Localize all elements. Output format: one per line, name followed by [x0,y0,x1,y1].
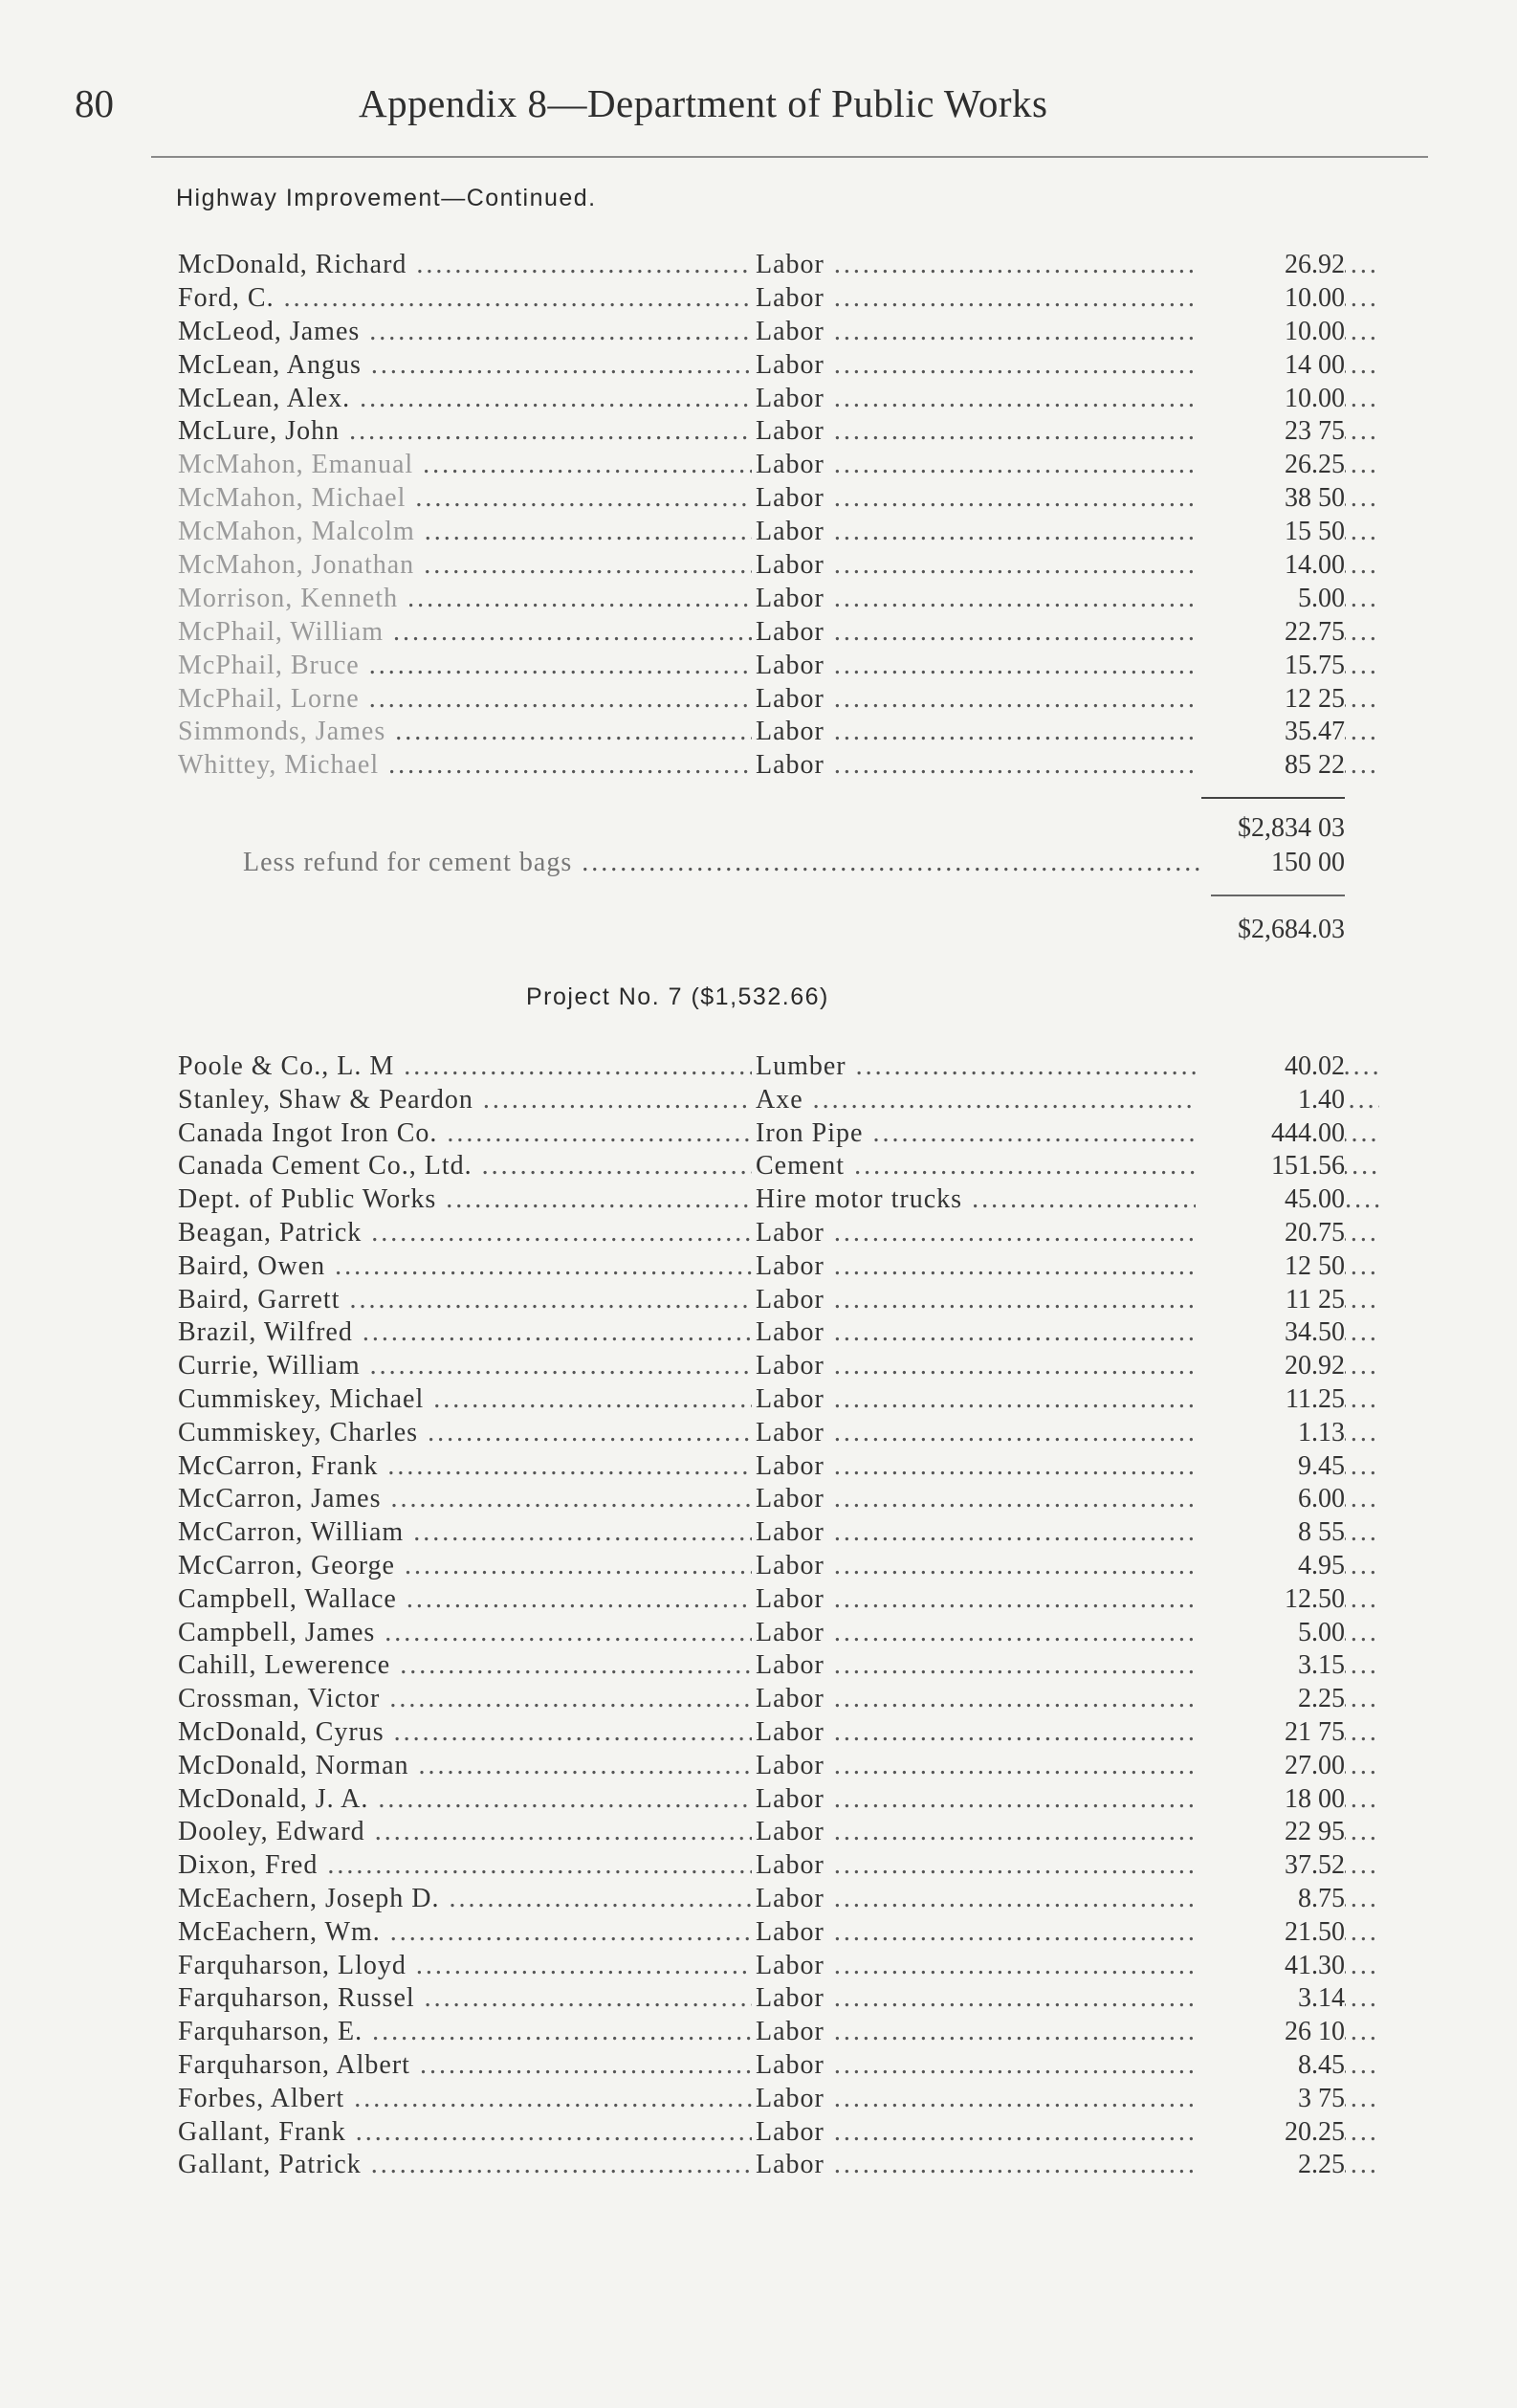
payee-name: McDonald, J. A. ..... [178,1783,752,1817]
payee-name: Dept. of Public Works ..... [178,1183,752,1217]
expense-item: Labor ..... [756,1550,1379,1583]
expense-item: Hire motor trucks ..... [756,1183,1379,1217]
ledger-row [178,2049,1345,2083]
section-title: Highway Improvement—Continued. [176,185,597,211]
ledger-row [178,415,1345,449]
ledger-row [178,1916,1345,1950]
expense-item: Labor ..... [756,316,1379,349]
expense-item: Labor ..... [756,1716,1379,1750]
net-total-amount: $2,684.03 [1238,915,1345,944]
expense-item: Labor ..... [756,482,1379,516]
payee-name: Crossman, Victor ..... [178,1683,752,1716]
amount: 22.75 [1196,616,1345,650]
amount: 3.14 [1196,1982,1345,2016]
expense-item: Labor ..... [756,449,1379,482]
amount: 9.45 [1196,1450,1345,1484]
payee-name: McEachern, Joseph D. ..... [178,1883,752,1916]
ledger-row [178,1883,1345,1916]
payee-name: Cummiskey, Michael ..... [178,1383,752,1417]
highway-ledger [178,249,1345,783]
expense-item: Labor ..... [756,1217,1379,1250]
expense-item: Labor ..... [756,1783,1379,1817]
expense-item: Labor ..... [756,1683,1379,1716]
ledger-row [178,1849,1345,1883]
ledger-row [178,1084,1345,1117]
expense-item: Labor ..... [756,2016,1379,2049]
subtotal-amount: $2,834 03 [1238,813,1345,843]
payee-name: McPhail, Bruce ..... [178,650,752,683]
expense-item: Labor ..... [756,415,1379,449]
ledger-row [178,716,1345,749]
amount: 2.25 [1196,2149,1345,2182]
payee-name: Dixon, Fred ..... [178,1849,752,1883]
amount: 37.52 [1196,1849,1345,1883]
amount: 20.92 [1196,1350,1345,1383]
payee-name: Stanley, Shaw & Peardon ..... [178,1084,752,1117]
ledger-row [178,349,1345,383]
payee-name: McLean, Alex. ..... [178,383,752,416]
expense-item: Labor ..... [756,516,1379,549]
ledger-row [178,1750,1345,1783]
amount: 3.15 [1196,1649,1345,1683]
ledger-row [178,316,1345,349]
refund-amount: 150 00 [1201,846,1345,880]
page-header: Appendix 8—Department of Public Works [359,81,1048,125]
ledger-row [178,2149,1345,2182]
header-rule [151,156,1428,158]
ledger-row [178,1417,1345,1450]
expense-item: Labor ..... [756,749,1379,783]
ledger-row [178,2116,1345,2150]
expense-item: Labor ..... [756,1284,1379,1317]
amount: 26 10 [1196,2016,1345,2049]
project-ledger [178,1050,1345,2182]
payee-name: Gallant, Patrick ..... [178,2149,752,2182]
payee-name: McLean, Angus ..... [178,349,752,383]
ledger-row [178,1483,1345,1516]
expense-item: Axe ..... [756,1084,1379,1117]
amount: 12 25 [1196,683,1345,717]
expense-item: Labor ..... [756,583,1379,616]
amount: 8.75 [1196,1883,1345,1916]
expense-item: Labor ..... [756,1982,1379,2016]
amount: 4.95 [1196,1550,1345,1583]
running-head [0,80,1517,134]
ledger-row [178,1350,1345,1383]
ledger-row [178,1583,1345,1617]
ledger-row [178,249,1345,282]
expense-item: Labor ..... [756,1250,1379,1284]
expense-item: Labor ..... [756,2083,1379,2116]
ledger-row [178,1050,1345,1084]
ledger-row [178,1450,1345,1484]
expense-item: Labor ..... [756,1750,1379,1783]
expense-item: Labor ..... [756,650,1379,683]
project-title: Project No. 7 ($1,532.66) [526,983,829,1010]
payee-name: Cummiskey, Charles ..... [178,1417,752,1450]
amount: 34.50 [1196,1316,1345,1350]
expense-item: Labor ..... [756,683,1379,717]
payee-name: Farquharson, Russel ..... [178,1982,752,2016]
expense-item: Labor ..... [756,716,1379,749]
expense-item: Labor ..... [756,1583,1379,1617]
amount: 5.00 [1196,583,1345,616]
expense-item: Labor ..... [756,1950,1379,1983]
amount: 15.75 [1196,650,1345,683]
expense-item: Labor ..... [756,282,1379,316]
payee-name: McDonald, Richard ..... [178,249,752,282]
payee-name: Farquharson, Albert ..... [178,2049,752,2083]
amount: 20.75 [1196,1217,1345,1250]
expense-item: Labor ..... [756,1516,1379,1550]
ledger-row [178,650,1345,683]
expense-item: Labor ..... [756,2116,1379,2150]
payee-name: McDonald, Norman ..... [178,1750,752,1783]
payee-name: McLeod, James ..... [178,316,752,349]
expense-item: Cement ..... [756,1150,1379,1183]
ledger-row [178,516,1345,549]
ledger-row [178,1683,1345,1716]
ledger-row [178,1383,1345,1417]
amount: 40.02 [1196,1050,1345,1084]
expense-item: Labor ..... [756,1383,1379,1417]
amount: 85 22 [1196,749,1345,783]
expense-item: Labor ..... [756,2149,1379,2182]
expense-item: Labor ..... [756,1450,1379,1484]
ledger-row [178,1783,1345,1817]
amount: 6.00 [1196,1483,1345,1516]
ledger-row [178,616,1345,650]
amount: 23 75 [1196,415,1345,449]
amount: 21.50 [1196,1916,1345,1950]
ledger-row [178,549,1345,583]
amount: 8.45 [1196,2049,1345,2083]
refund-label: Less refund for cement bags ..... [243,846,1209,880]
ledger-row [178,1716,1345,1750]
amount: 2.25 [1196,1683,1345,1716]
ledger-row [178,1649,1345,1683]
amount: 38 50 [1196,482,1345,516]
amount: 35.47 [1196,716,1345,749]
ledger-row [178,1117,1345,1151]
amount: 444.00 [1196,1117,1345,1151]
expense-item: Labor ..... [756,1617,1379,1650]
expense-item: Labor ..... [756,1849,1379,1883]
amount: 10.00 [1196,316,1345,349]
ledger-row [178,1284,1345,1317]
payee-name: Forbes, Albert ..... [178,2083,752,2116]
payee-name: McCarron, William ..... [178,1516,752,1550]
amount: 1.13 [1196,1417,1345,1450]
expense-item: Labor ..... [756,1883,1379,1916]
payee-name: Ford, C. ..... [178,282,752,316]
amount: 41.30 [1196,1950,1345,1983]
amount: 1.40 [1196,1084,1345,1117]
expense-item: Labor ..... [756,1649,1379,1683]
amount: 26.92 [1196,249,1345,282]
payee-name: Campbell, Wallace ..... [178,1583,752,1617]
page-number: 80 [75,81,114,125]
expense-item: Labor ..... [756,249,1379,282]
expense-item: Labor ..... [756,1483,1379,1516]
amount: 27.00 [1196,1750,1345,1783]
payee-name: Dooley, Edward ..... [178,1816,752,1849]
expense-item: Labor ..... [756,2049,1379,2083]
ledger-row [178,1617,1345,1650]
refund-row [178,846,1345,880]
payee-name: Farquharson, Lloyd ..... [178,1950,752,1983]
net-total-rule [1211,895,1345,896]
ledger-row [178,383,1345,416]
expense-item: Labor ..... [756,1417,1379,1450]
ledger-row [178,2083,1345,2116]
ledger-row [178,583,1345,616]
payee-name: Baird, Owen ..... [178,1250,752,1284]
ledger-row [178,1150,1345,1183]
ledger-row [178,2016,1345,2049]
ledger-row [178,1982,1345,2016]
amount: 8 55 [1196,1516,1345,1550]
ledger-row [178,1950,1345,1983]
payee-name: McDonald, Cyrus ..... [178,1716,752,1750]
ledger-row [178,482,1345,516]
ledger-row [178,1816,1345,1849]
expense-item: Labor ..... [756,1816,1379,1849]
payee-name: Gallant, Frank ..... [178,2116,752,2150]
amount: 22 95 [1196,1816,1345,1849]
amount: 3 75 [1196,2083,1345,2116]
ledger-row [178,1316,1345,1350]
expense-item: Lumber ..... [756,1050,1379,1084]
amount: 20.25 [1196,2116,1345,2150]
amount: 14.00 [1196,549,1345,583]
ledger-row [178,683,1345,717]
ledger-row [178,749,1345,783]
amount: 21 75 [1196,1716,1345,1750]
ledger-row [178,282,1345,316]
payee-name: Baird, Garrett ..... [178,1284,752,1317]
expense-item: Iron Pipe ..... [756,1117,1379,1151]
subtotal-rule [1201,797,1345,799]
payee-name: McEachern, Wm. ..... [178,1916,752,1950]
payee-name: Whittey, Michael ..... [178,749,752,783]
amount: 14 00 [1196,349,1345,383]
expense-item: Labor ..... [756,549,1379,583]
payee-name: McLure, John ..... [178,415,752,449]
expense-item: Labor ..... [756,1916,1379,1950]
expense-item: Labor ..... [756,616,1379,650]
amount: 151.56 [1196,1150,1345,1183]
expense-item: Labor ..... [756,1350,1379,1383]
amount: 5.00 [1196,1617,1345,1650]
amount: 12 50 [1196,1250,1345,1284]
payee-name: McMahon, Emanual ..... [178,449,752,482]
payee-name: Brazil, Wilfred ..... [178,1316,752,1350]
amount: 15 50 [1196,516,1345,549]
payee-name: McPhail, William ..... [178,616,752,650]
ledger-row [178,1550,1345,1583]
payee-name: Canada Ingot Iron Co. ..... [178,1117,752,1151]
expense-item: Labor ..... [756,383,1379,416]
amount: 12.50 [1196,1583,1345,1617]
payee-name: Simmonds, James ..... [178,716,752,749]
amount: 45.00 [1196,1183,1345,1217]
payee-name: McMahon, Jonathan ..... [178,549,752,583]
amount: 10.00 [1196,383,1345,416]
amount: 11 25 [1196,1284,1345,1317]
payee-name: Campbell, James ..... [178,1617,752,1650]
payee-name: McCarron, James ..... [178,1483,752,1516]
amount: 11.25 [1196,1383,1345,1417]
payee-name: McMahon, Malcolm ..... [178,516,752,549]
payee-name: Poole & Co., L. M ..... [178,1050,752,1084]
expense-item: Labor ..... [756,349,1379,383]
ledger-row [178,1217,1345,1250]
expense-item: Labor ..... [756,1316,1379,1350]
payee-name: Canada Cement Co., Ltd. ..... [178,1150,752,1183]
payee-name: Beagan, Patrick ..... [178,1217,752,1250]
payee-name: McCarron, Frank ..... [178,1450,752,1484]
payee-name: Cahill, Lewerence ..... [178,1649,752,1683]
payee-name: McMahon, Michael ..... [178,482,752,516]
ledger-row [178,449,1345,482]
payee-name: Morrison, Kenneth ..... [178,583,752,616]
payee-name: Currie, William ..... [178,1350,752,1383]
payee-name: Farquharson, E. ..... [178,2016,752,2049]
payee-name: McCarron, George ..... [178,1550,752,1583]
ledger-row [178,1183,1345,1217]
amount: 10.00 [1196,282,1345,316]
ledger-row [178,1516,1345,1550]
ledger-row [178,1250,1345,1284]
payee-name: McPhail, Lorne ..... [178,683,752,717]
amount: 18 00 [1196,1783,1345,1817]
amount: 26.25 [1196,449,1345,482]
